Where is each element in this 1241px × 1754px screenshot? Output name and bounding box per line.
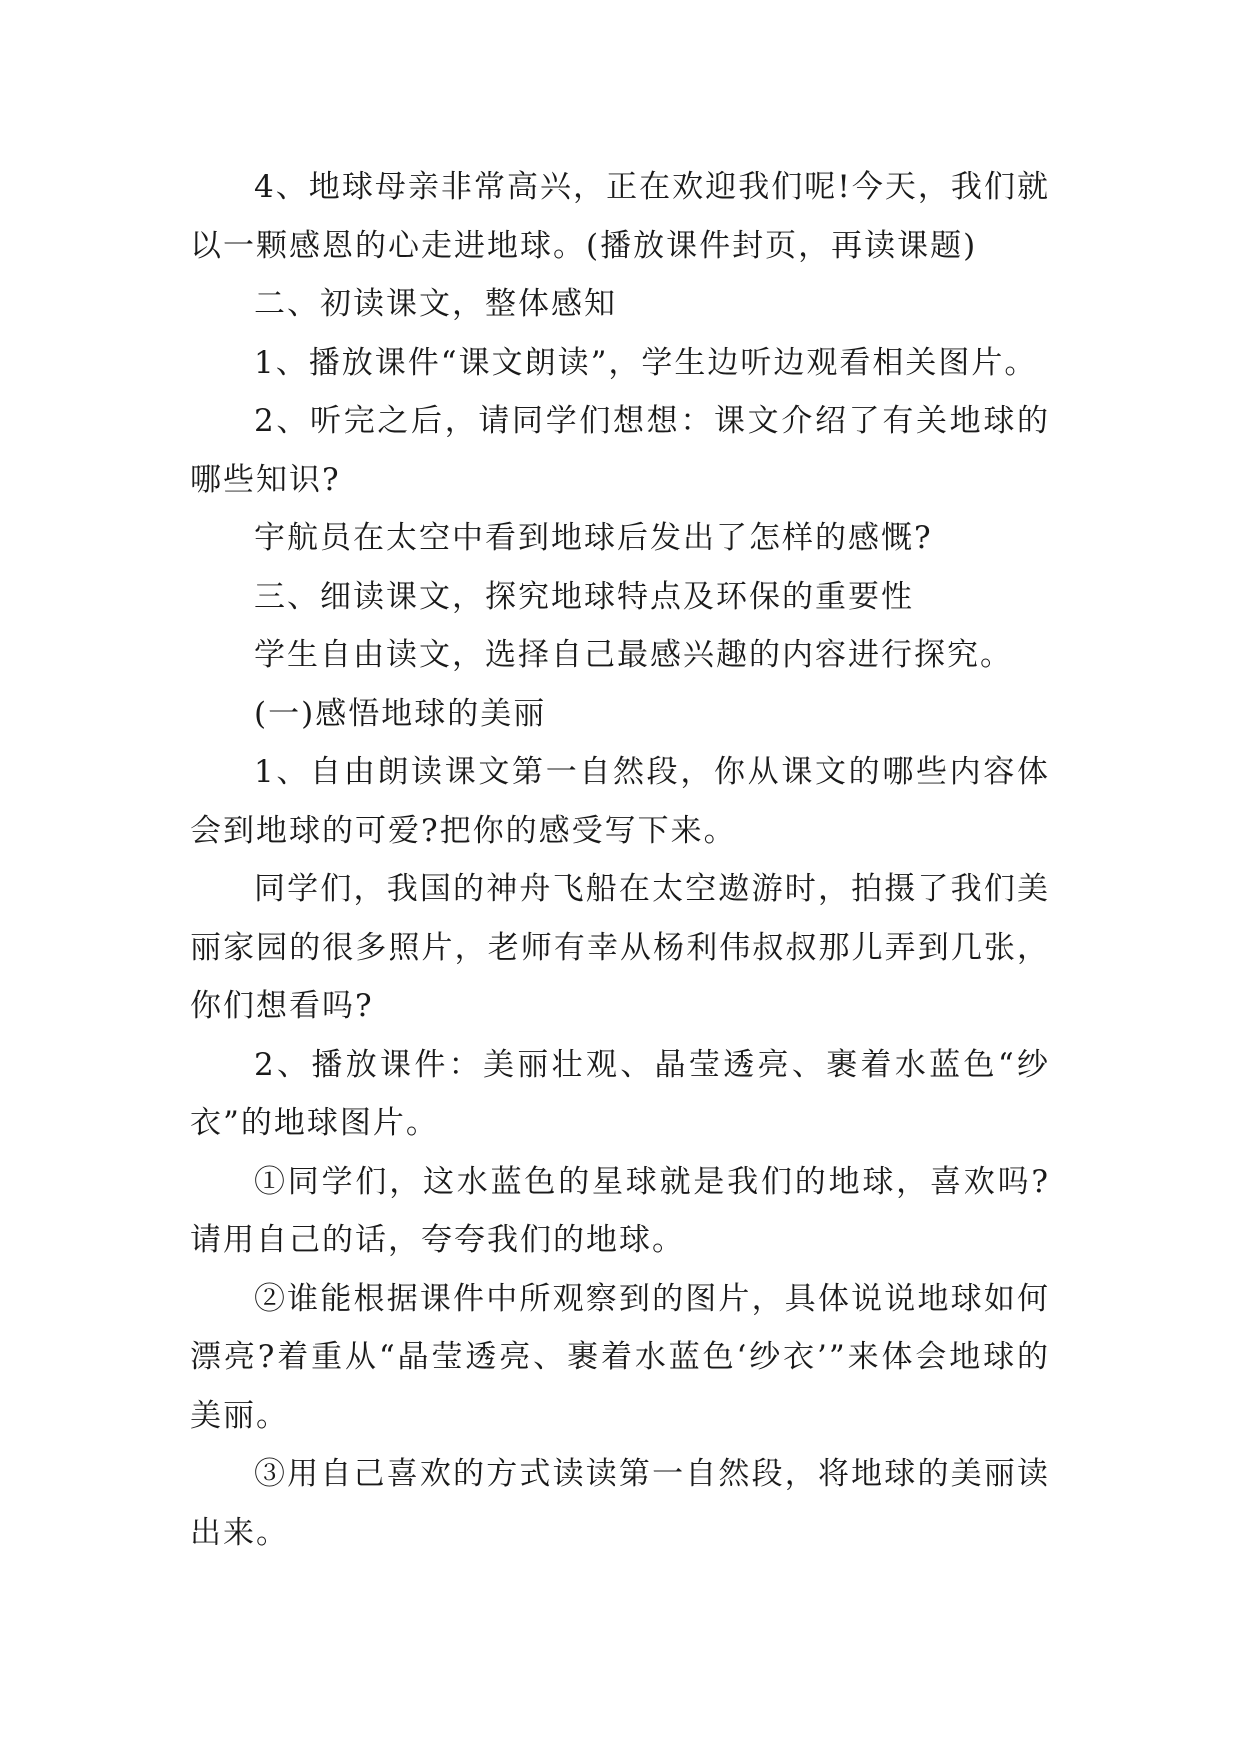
document-body: [190, 158, 1050, 1562]
paragraph-sub-step-2: 2、播放课件：美丽壮观、晶莹透亮、裹着水蓝色“纱衣”的地球图片。: [190, 1046, 1050, 1141]
heading-section-2: 二、初读课文，整体感知: [254, 286, 617, 322]
paragraph-circled-3: ③用自己喜欢的方式读读第一自然段，将地球的美丽读出来。: [190, 1456, 1050, 1551]
heading-subsection-1: (一)感悟地球的美丽: [254, 695, 547, 732]
paragraph-sub-step-1: 1、自由朗读课文第一自然段，你从课文的哪些内容体会到地球的可爱?把你的感受写下来。: [190, 754, 1050, 849]
paragraph-shenzhou: 同学们，我国的神舟飞船在太空遨游时，拍摄了我们美丽家园的很多照片，老师有幸从杨利伟叔叔那儿弄到几张，你们想看吗?: [190, 871, 1050, 1024]
paragraph-question: 宇航员在太空中看到地球后发出了怎样的感慨?: [254, 520, 933, 556]
paragraph-circled-2: ②谁能根据课件中所观察到的图片，具体说说地球如何漂亮?着重从“晶莹透亮、裹着水蓝色‘纱衣’”来体会地球的美丽。: [190, 1280, 1050, 1434]
paragraph-circled-1: ①同学们，这水蓝色的星球就是我们的地球，喜欢吗?请用自己的话，夸夸我们的地球。: [190, 1163, 1050, 1258]
paragraph-free-reading: 学生自由读文，选择自己最感兴趣的内容进行探究。: [254, 637, 1013, 673]
paragraph-intro-4: 4、地球母亲非常高兴，正在欢迎我们呢!今天，我们就以一颗感恩的心走进地球。(播放课件封页，再读课题): [190, 169, 1050, 264]
paragraph-step-1: 1、播放课件“课文朗读”，学生边听边观看相关图片。: [254, 344, 1038, 381]
paragraph-step-2: 2、听完之后，请同学们想想：课文介绍了有关地球的哪些知识?: [190, 403, 1050, 498]
heading-section-3: 三、细读课文，探究地球特点及环保的重要性: [254, 578, 914, 615]
